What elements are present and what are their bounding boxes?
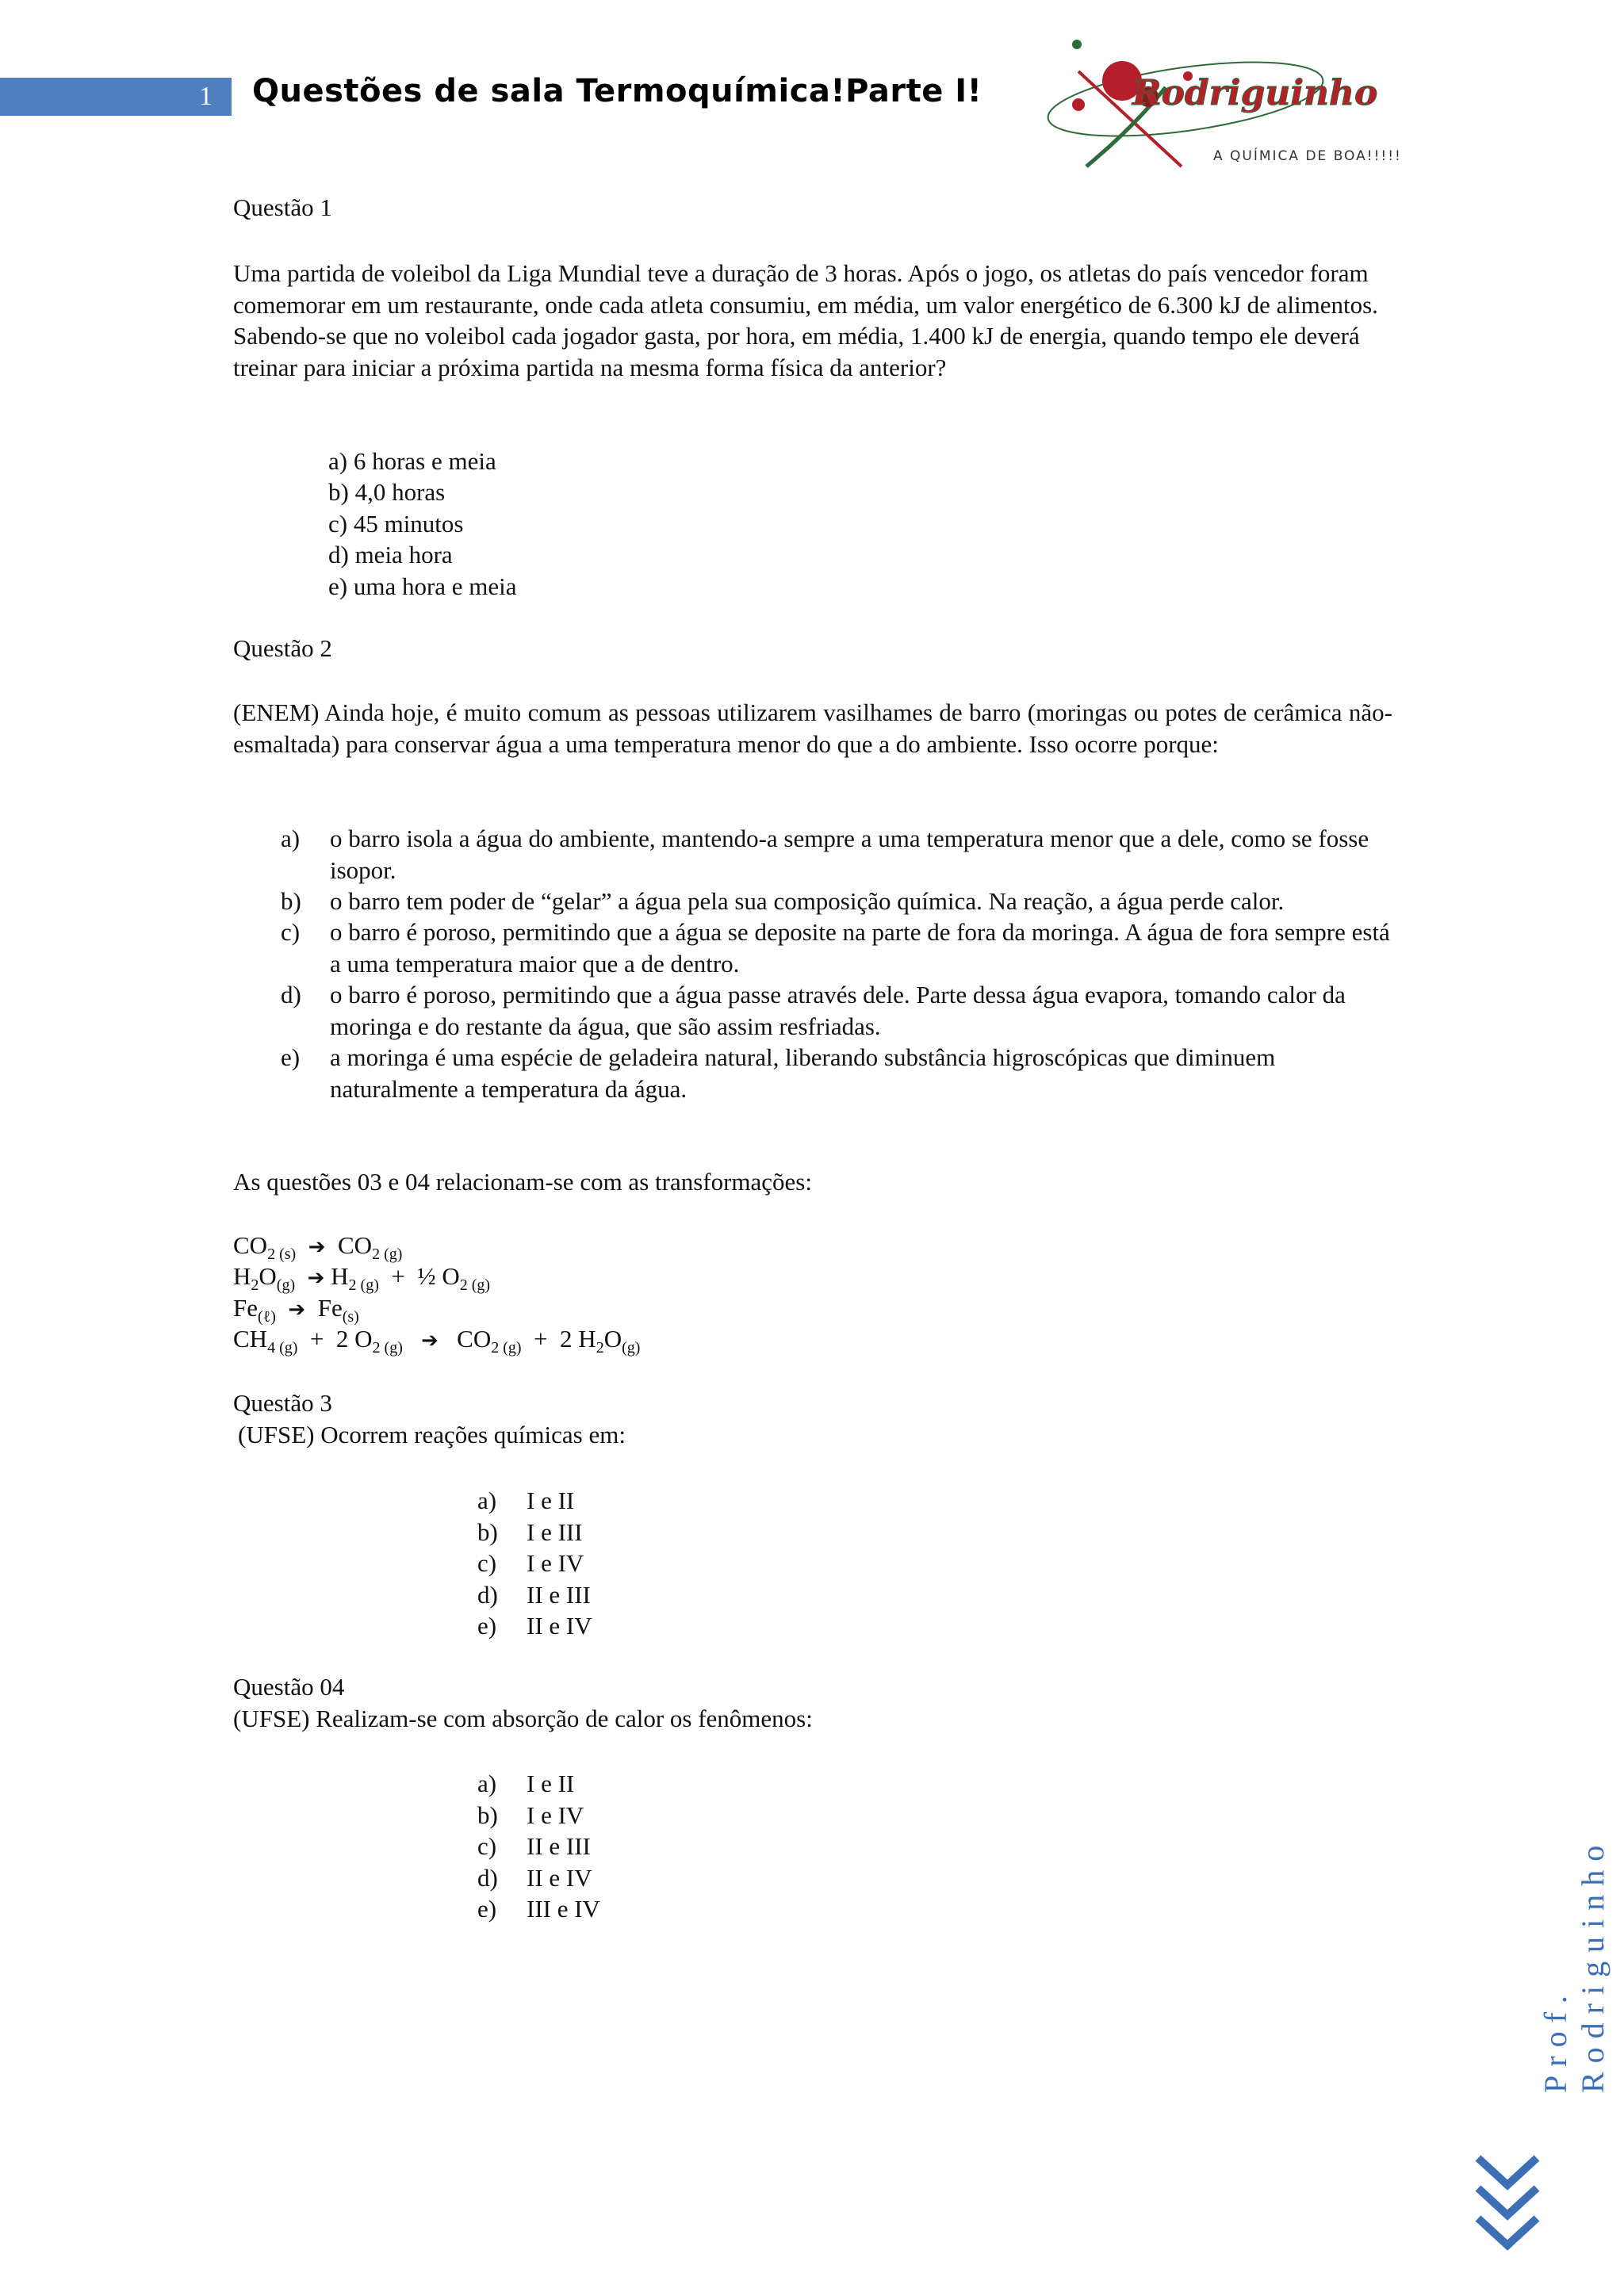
arrow-icon: ➔ <box>308 1235 326 1259</box>
q2-option-e-text: a moringa é uma espécie de geladeira natural, liberando substância higroscópicas que diminuem naturalmente a temperatura da água. <box>330 1043 1276 1103</box>
page-number: 1 <box>199 82 213 111</box>
equation-3: $Fe_{(\ell)}$ ➔ $Fe_{(s)}$ <box>233 1294 359 1326</box>
equation-2: $H_2O_{(g)}$ ➔ $H_{2 (g)}$ + ½ $O_{2 (g)}$ <box>233 1262 491 1295</box>
q2-title: Questão 2 <box>233 634 332 662</box>
equation-4: $CH_{4 (g)} + 2$ $O_{2 (g)}$ ➔ $CO_{2 (g)} + 2$ $H_2O_{(g)}$ <box>233 1325 641 1357</box>
q2-option-a-text: o barro isola a água do ambiente, mantendo-a sempre a uma temperatura menor que a dele, como se fosse isopor. <box>330 825 1369 884</box>
q2-option-c <box>281 916 1392 979</box>
q2-option-d <box>281 979 1392 1042</box>
arrow-icon: ➔ <box>307 1266 325 1290</box>
q2-option-d-text: o barro é poroso, permitindo que a água passe através dele. Parte dessa água evapora, tomando calor da moringa e do restante da água, que são assim resfriadas. <box>330 981 1346 1040</box>
logo <box>1047 32 1396 190</box>
q4-options <box>477 1768 600 1925</box>
q2-option-d-label: d) <box>281 981 301 1008</box>
q3-option-d: d) II e III <box>477 1580 591 1609</box>
q2-text: (ENEM) Ainda hoje, é muito comum as pessoas utilizarem vasilhames de barro (moringas ou potes de cerâmica não-esmaltada) para conservar água a uma temperatura menor do que a do ambiente. Isso ocorre porque: <box>233 698 1392 758</box>
q2-option-b-text: o barro tem poder de “gelar” a água pela sua composição química. Na reação, a água perde calor. <box>330 887 1285 915</box>
q1-option-c: c) 45 minutos <box>328 510 464 538</box>
q4-option-d: d) II e IV <box>477 1863 592 1892</box>
logo-wordmark: Rodriguinho <box>1132 73 1378 113</box>
q1-option-b: b) 4,0 horas <box>328 478 446 506</box>
q2-option-a-label: a) <box>281 825 301 852</box>
q4-option-c: c) II e III <box>477 1832 591 1860</box>
q4-option-b: b) I e IV <box>477 1800 584 1829</box>
q4-option-a: a) I e II <box>477 1770 575 1797</box>
chevron-down-icon <box>1473 2150 1542 2253</box>
side-author-label: Prof. Rodriguinho <box>1538 1836 1611 2093</box>
q3-option-e: e) II e IV <box>477 1612 592 1640</box>
q1-text: Uma partida de voleibol da Liga Mundial teve a duração de 3 horas. Após o jogo, os atletas do país vencedor foram comemorar em um restaurante, onde cada atleta consumiu, em média, um valor energético de 6.300 kJ de alimentos. Sabendo-se que no voleibol cada jogador gasta, por hora, em média, 1.400 kJ de energia, quando tempo ele deverá treinar para iniciar a próxima partida na mesma forma física da anterior? <box>233 259 1378 381</box>
q4-text: (UFSE) Realizam-se com absorção de calor os fenômenos: <box>233 1705 813 1732</box>
q3-option-b: b) I e III <box>477 1517 583 1546</box>
logo-tagline: A QUÍMICA DE BOA!!!!! <box>1213 148 1402 164</box>
q1-title: Questão 1 <box>233 193 332 221</box>
equation-1: $CO_{2 (s)}$ ➔ $CO_{2 (g)}$ <box>233 1231 403 1264</box>
arrow-icon: ➔ <box>421 1329 439 1353</box>
q3-option-c: c) I e IV <box>477 1549 584 1577</box>
q4-option-e: e) III e IV <box>477 1895 600 1923</box>
q2-option-c-label: c) <box>281 918 301 946</box>
q3-title: Questão 3 <box>233 1389 332 1417</box>
transformations-intro: As questões 03 e 04 relacionam-se com as transformações: <box>233 1168 812 1196</box>
q2-option-e <box>281 1042 1392 1104</box>
q3-option-a: a) I e II <box>477 1487 575 1514</box>
q2-option-a <box>281 823 1392 886</box>
q2-option-b-label: b) <box>281 887 301 915</box>
q4-title: Questão 04 <box>233 1673 345 1701</box>
document-title: Questões de sala Termoquímica!Parte I! <box>252 73 982 109</box>
q3-options <box>477 1485 592 1642</box>
q2-option-e-label: e) <box>281 1043 301 1071</box>
q1-option-d: d) meia hora <box>328 541 453 568</box>
q2-option-c-text: o barro é poroso, permitindo que a água se deposite na parte de fora da moringa. A água de fora sempre está a uma temperatura maior que a de dentro. <box>330 918 1390 978</box>
q2-option-b <box>281 886 1392 917</box>
arrow-icon: ➔ <box>288 1298 306 1322</box>
q1-option-e: e) uma hora e meia <box>328 572 517 600</box>
q1-option-a: a) 6 horas e meia <box>328 447 496 475</box>
q3-text: (UFSE) Ocorrem reações químicas em: <box>238 1421 626 1448</box>
